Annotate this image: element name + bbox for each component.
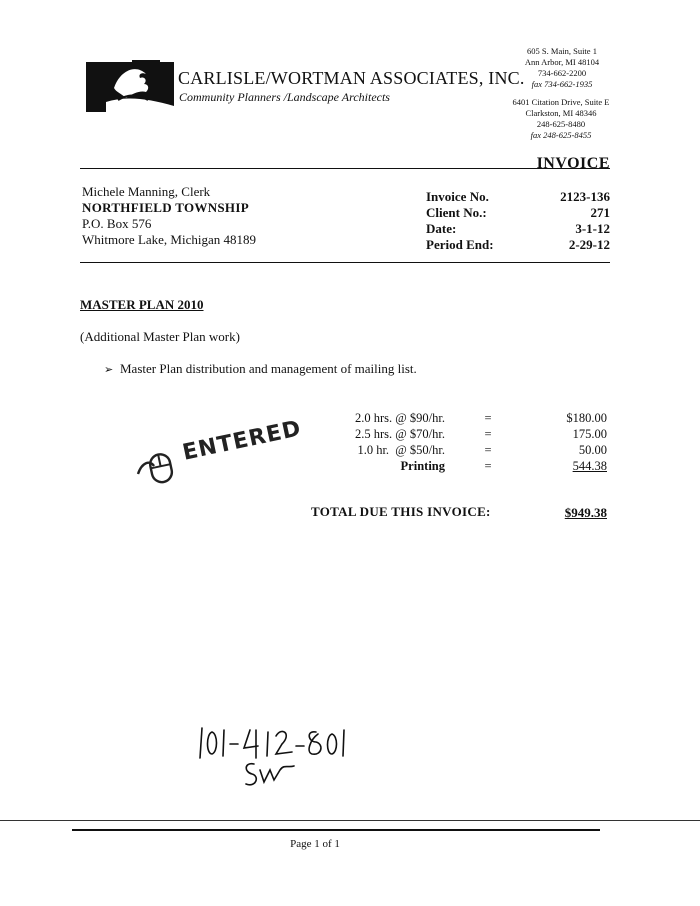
- handwritten-account-number: [198, 722, 348, 762]
- equals-sign: =: [484, 459, 492, 473]
- arrow-bullet-icon: ➢: [104, 363, 114, 376]
- date-label: Date:: [426, 221, 457, 236]
- total-value: $949.38: [564, 505, 607, 520]
- page-number: Page 1 of 1: [290, 838, 340, 850]
- invoice-number-value: 2123-136: [560, 189, 610, 204]
- section-title: MASTER PLAN 2010: [80, 297, 204, 312]
- address-line: 734-662-2200: [537, 68, 587, 78]
- period-end-value: 2-29-12: [568, 237, 610, 252]
- period-end-label: Period End:: [426, 237, 494, 252]
- client-number-label: Client No.:: [426, 205, 487, 220]
- address-line: Clarkston, MI 48346: [525, 108, 597, 118]
- date-value: 3-1-12: [575, 221, 610, 236]
- bullet-text: Master Plan distribution and management of mailing list.: [120, 361, 417, 376]
- total-label: TOTAL DUE THIS INVOICE:: [311, 504, 491, 519]
- equals-sign: =: [484, 443, 492, 457]
- document-title: INVOICE: [536, 155, 610, 172]
- line-item-amount: 50.00: [578, 443, 607, 457]
- line-item-desc: 2.5 hrs. @ $70/hr.: [355, 427, 445, 441]
- address-line: Ann Arbor, MI 48104: [524, 57, 600, 67]
- office-address-ann-arbor: [512, 46, 612, 90]
- line-item-amount: $180.00: [566, 411, 607, 425]
- company-name: CARLISLE/WORTMAN ASSOCIATES, INC.: [178, 68, 525, 88]
- client-divider: [80, 262, 610, 263]
- footer-thin-rule: [0, 820, 700, 821]
- address-line: 605 S. Main, Suite 1: [527, 46, 597, 56]
- address-line: fax 734-662-1935: [531, 79, 593, 89]
- line-item-desc: 2.0 hrs. @ $90/hr.: [355, 411, 445, 425]
- client-number-value: 271: [590, 205, 610, 220]
- line-item-amount: 544.38: [572, 459, 607, 473]
- client-organization: NORTHFIELD TOWNSHIP: [82, 200, 249, 215]
- line-item-amount: 175.00: [572, 427, 607, 441]
- line-item-amounts: [566, 410, 607, 474]
- company-logo: [86, 48, 174, 112]
- equals-sign: =: [484, 411, 492, 425]
- company-tagline: Community Planners /Landscape Architects: [179, 90, 390, 104]
- line-item-equals: [478, 410, 498, 474]
- invoice-meta-values: [560, 189, 610, 253]
- client-city: Whitmore Lake, Michigan 48189: [82, 232, 257, 247]
- handwritten-initials: [240, 760, 296, 790]
- address-line: 248-625-8480: [536, 119, 586, 129]
- equals-sign: =: [484, 427, 492, 441]
- address-line: 6401 Citation Drive, Suite E: [512, 97, 610, 107]
- invoice-meta-labels: [426, 189, 494, 253]
- client-name: Michele Manning, Clerk: [82, 184, 211, 199]
- section-subtitle: (Additional Master Plan work): [80, 329, 240, 344]
- line-item-desc: Printing: [400, 459, 445, 473]
- mouse-stamp-icon: [136, 440, 180, 484]
- footer-thick-rule: [72, 829, 600, 831]
- address-line: fax 248-625-8455: [530, 130, 592, 140]
- client-address-block: [82, 184, 256, 248]
- client-po-box: P.O. Box 576: [82, 216, 152, 231]
- line-item-descriptions: [300, 410, 445, 474]
- invoice-number-label: Invoice No.: [426, 189, 489, 204]
- office-address-clarkston: [506, 97, 616, 141]
- bullet-item: [104, 361, 417, 377]
- entered-stamp: ENTERED: [180, 416, 304, 466]
- line-item-desc: 1.0 hr. @ $50/hr.: [357, 443, 445, 457]
- header-divider: [80, 168, 610, 169]
